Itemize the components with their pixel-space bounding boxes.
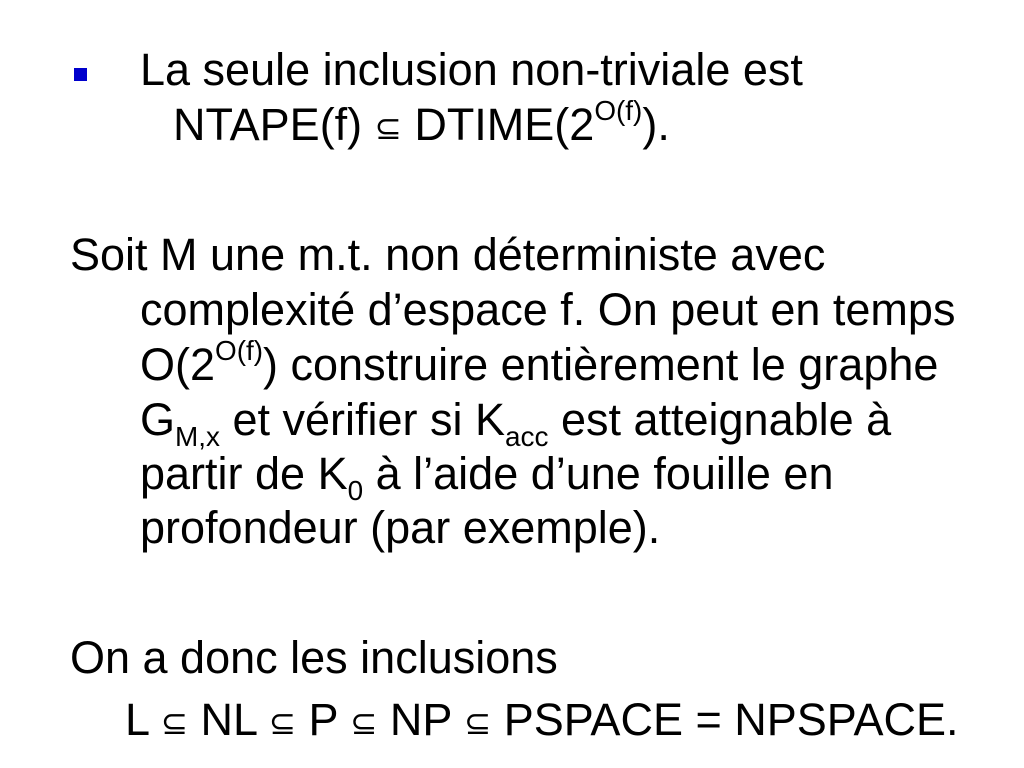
text-run: PSPACE = NPSPACE. — [491, 694, 959, 745]
text-run: NL — [188, 694, 269, 745]
subset-symbol: ⊆ — [464, 704, 492, 743]
text-run: NP — [377, 694, 465, 745]
text-run: et vérifier si K — [219, 394, 506, 445]
paragraph1-line-1: Soit M une m.t. non déterministe avec — [70, 229, 826, 280]
subset-symbol: ⊆ — [268, 704, 296, 743]
subset-symbol: ⊆ — [160, 704, 188, 743]
text-run: partir de K — [140, 448, 348, 499]
subscript: acc — [505, 420, 549, 452]
subset-symbol: ⊆ — [374, 109, 402, 148]
bullet-text-line-1: La seule inclusion non-triviale est — [140, 44, 803, 95]
text-run: DTIME(2 — [401, 99, 595, 150]
text-run: ) construire entièrement le graphe — [263, 339, 939, 390]
text-run: est atteignable à — [548, 394, 892, 445]
text-run: P — [296, 694, 351, 745]
paragraph1-line-2: complexité d’espace f. On peut en temps — [140, 284, 956, 335]
paragraph1-line-4 — [140, 392, 892, 452]
superscript: O(f) — [215, 334, 264, 366]
bullet-square-icon — [74, 68, 87, 81]
paragraph1-line-5 — [140, 446, 834, 506]
graph-symbol: G — [140, 394, 176, 445]
subset-symbol: ⊆ — [350, 704, 378, 743]
text-run: O(2 — [140, 339, 216, 390]
paragraph1-line-3 — [140, 334, 939, 393]
paragraph2-line-1: On a donc les inclusions — [70, 632, 558, 683]
text-run: L — [125, 694, 161, 745]
subscript: M,x — [175, 420, 220, 452]
inclusion-chain — [125, 692, 958, 748]
paragraph1-line-6: profondeur (par exemple). — [140, 502, 661, 553]
superscript: O(f) — [594, 94, 643, 126]
subscript: 0 — [347, 474, 364, 506]
bullet-text-line-2 — [173, 94, 670, 153]
text-run: NTAPE(f) — [173, 99, 375, 150]
text-run: à l’aide d’une fouille en — [363, 448, 834, 499]
text-run: ). — [642, 99, 670, 150]
